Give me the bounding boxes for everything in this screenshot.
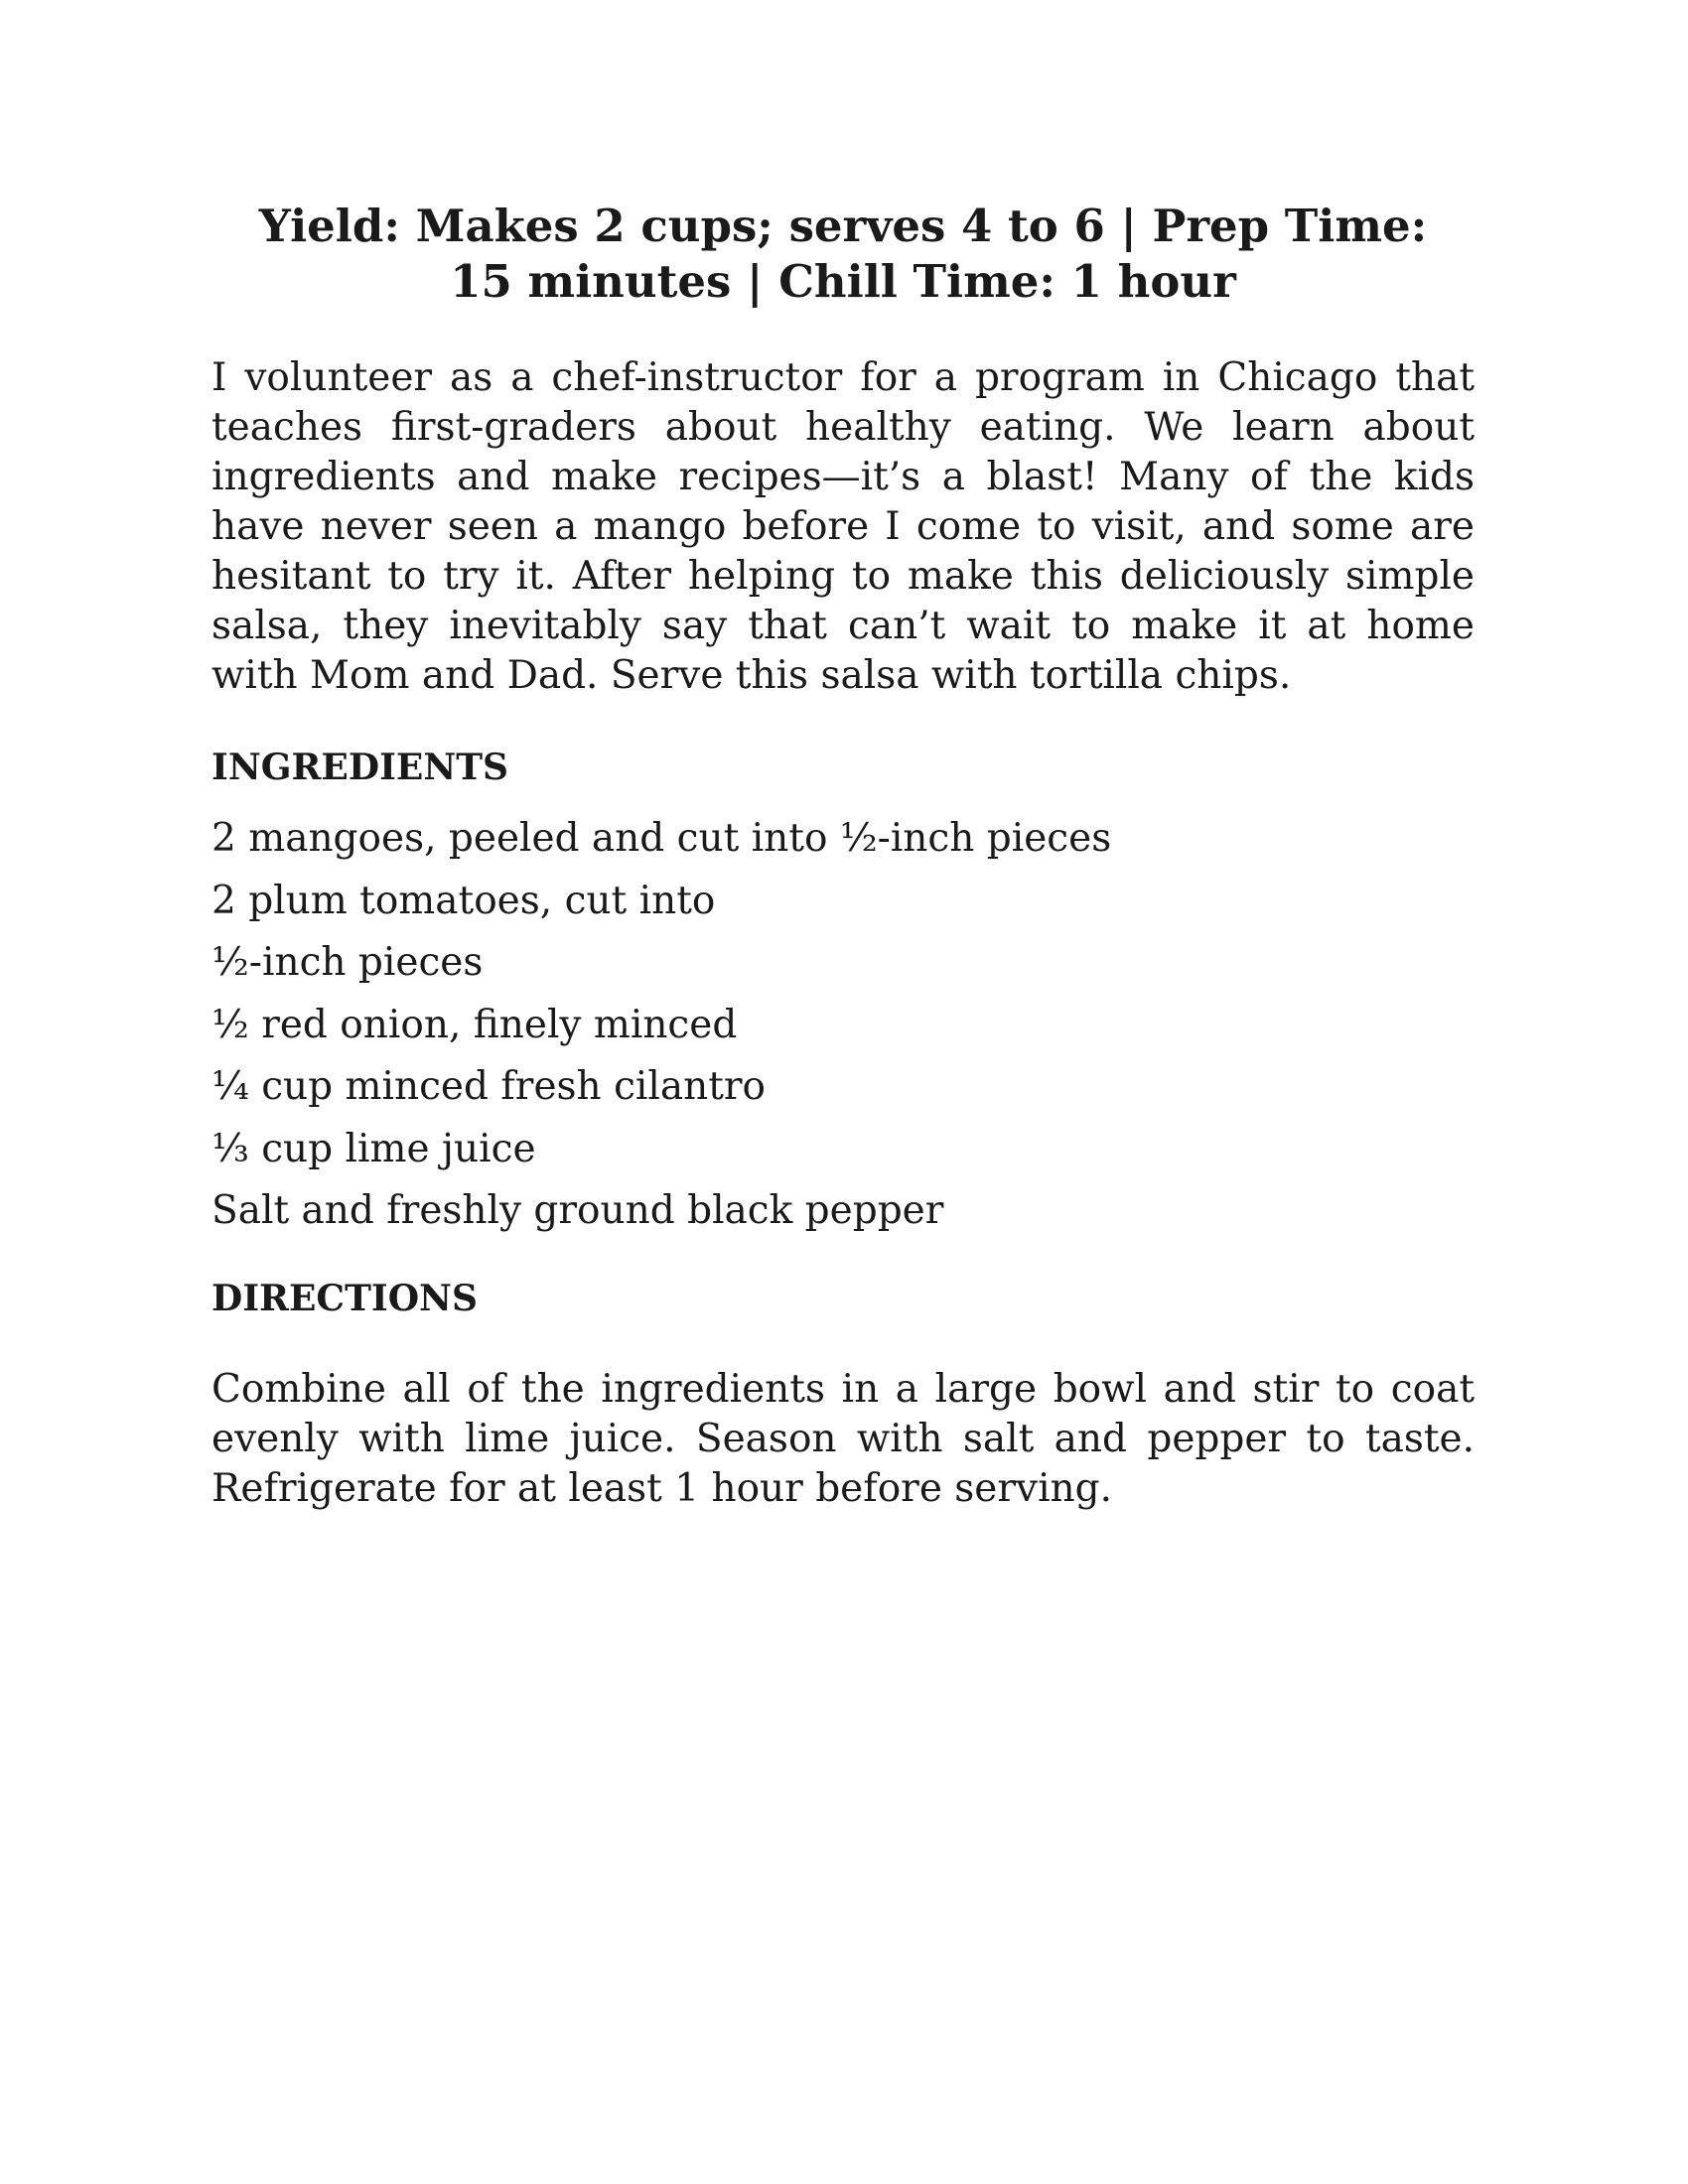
ingredients-heading: INGREDIENTS bbox=[211, 747, 509, 788]
ingredient-item: 2 plum tomatoes, cut into bbox=[211, 878, 716, 923]
ingredient-item: ½ red onion, finely minced bbox=[211, 1002, 738, 1047]
recipe-yield-title: Yield: Makes 2 cups; serves 4 to 6 | Prep Time: 15 minutes | Chill Time: 1 hour bbox=[258, 200, 1428, 308]
directions-text: Combine all of the ingredients in a large bowl and stir to coat evenly with lime juice. Season with salt and pepper to taste. Refrigerate for at least 1 hour before serving. bbox=[211, 1367, 1475, 1511]
ingredient-item: Salt and freshly ground black pepper bbox=[211, 1188, 944, 1233]
ingredient-item: ¼ cup minced fresh cilantro bbox=[211, 1064, 767, 1109]
recipe-intro: I volunteer as a chef-instructor for a program in Chicago that teaches first-graders about healthy eating. We learn about ingredients and make recipes—it’s a blast! Many of the kids have never seen a mango before I come to visit, and some are hesitant to try it. After helping to make this deliciously simple salsa, they inevitably say that can’t wait to make it at home with Mom and Dad. Serve this salsa with tortilla chips. bbox=[211, 355, 1475, 698]
recipe-page bbox=[211, 199, 1475, 1514]
ingredient-item: ⅓ cup lime juice bbox=[211, 1126, 536, 1171]
directions-heading: DIRECTIONS bbox=[211, 1278, 478, 1319]
ingredient-item: ½-inch pieces bbox=[211, 940, 484, 985]
ingredients-list bbox=[211, 814, 1475, 1236]
ingredient-item: 2 mangoes, peeled and cut into ½-inch pieces bbox=[211, 816, 1112, 861]
